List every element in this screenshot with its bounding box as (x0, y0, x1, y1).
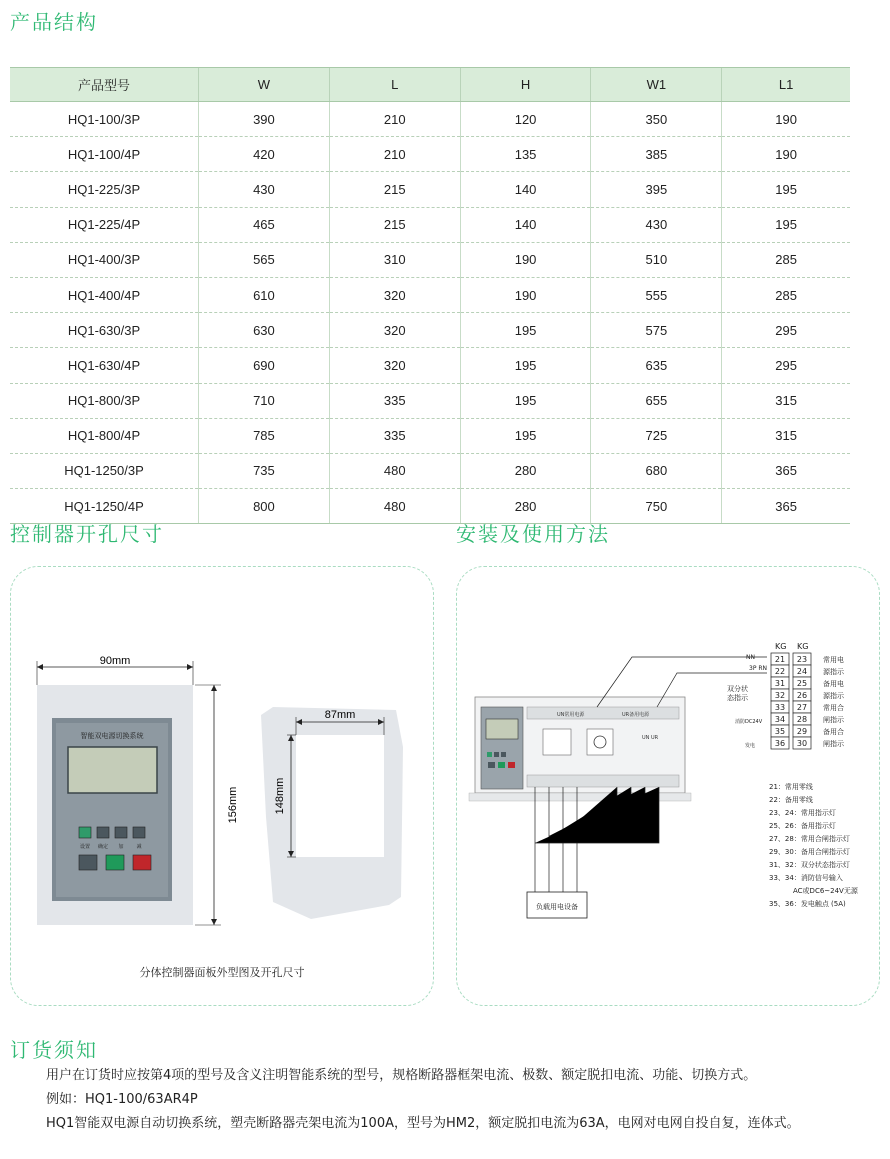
value-cell: 310 (329, 242, 460, 277)
value-cell: 395 (591, 172, 722, 207)
btn-label: 加 (118, 844, 124, 850)
btn-label: 减 (136, 844, 142, 850)
cutout-caption: 分体控制器面板外型图及开孔尺寸 (139, 966, 305, 979)
table-row (10, 453, 850, 488)
wiring-legend (769, 782, 859, 908)
terminal-number: 22 (774, 667, 786, 676)
left-label: 消防DC24V (735, 719, 763, 725)
left-label: 发电 (745, 743, 756, 749)
value-cell: 390 (199, 102, 330, 137)
spec-table (10, 67, 850, 524)
value-cell: 210 (329, 102, 460, 137)
btn-label: 确定 (97, 844, 109, 850)
terminal-number: 32 (774, 691, 786, 700)
value-cell: 385 (591, 137, 722, 172)
width-dim-label: 90mm (99, 655, 131, 667)
plus-button (115, 827, 127, 838)
hole-width-label: 87mm (324, 709, 356, 721)
terminal-number: 36 (774, 739, 786, 748)
table-row (10, 137, 850, 172)
value-cell: 480 (329, 489, 460, 524)
model-cell: HQ1-225/3P (10, 172, 199, 207)
table-row (10, 277, 850, 312)
legend-item: 21：常用零线 (769, 783, 813, 791)
section-title-cutout: 控制器开孔尺寸 (10, 522, 164, 546)
lcd-screen (68, 747, 157, 793)
model-cell: HQ1-100/3P (10, 102, 199, 137)
terminal-number: 26 (796, 691, 808, 700)
value-cell: 190 (460, 242, 591, 277)
value-cell: 655 (591, 383, 722, 418)
cutout-drawing (11, 567, 433, 1005)
model-cell: HQ1-800/3P (10, 383, 199, 418)
value-cell: 680 (591, 453, 722, 488)
terminal-function-label: 常用电 (823, 656, 844, 664)
terminal-number: 34 (774, 715, 786, 724)
value-cell: 315 (722, 383, 850, 418)
terminal-number: 29 (796, 727, 808, 736)
cutout-panel (10, 566, 434, 1006)
value-cell: 430 (591, 207, 722, 242)
value-cell: 190 (722, 102, 850, 137)
col-header: L (329, 68, 460, 102)
section-title-structure: 产品结构 (10, 10, 98, 34)
terminal-number: 27 (796, 703, 808, 712)
left-label: 双分状 (727, 685, 748, 693)
value-cell: 575 (591, 313, 722, 348)
value-cell: 420 (199, 137, 330, 172)
value-cell: 320 (329, 313, 460, 348)
value-cell: 210 (329, 137, 460, 172)
table-row (10, 418, 850, 453)
mode-button (79, 855, 97, 870)
terminal-function-label: 源指示 (823, 668, 844, 676)
value-cell: 295 (722, 348, 850, 383)
value-cell: 285 (722, 242, 850, 277)
legend-item: 33、34：消防信号输入 (769, 874, 843, 882)
terminal-number: 30 (796, 739, 808, 748)
value-cell: 635 (591, 348, 722, 383)
value-cell: 215 (329, 207, 460, 242)
value-cell: 710 (199, 383, 330, 418)
load-wires (535, 787, 659, 892)
table-row (10, 313, 850, 348)
unur-label: UN UR (642, 735, 659, 741)
set-button (79, 827, 91, 838)
un-label: UN常用电源 (557, 712, 585, 718)
model-cell: HQ1-400/4P (10, 277, 199, 312)
ur-label: UR备用电源 (622, 712, 650, 718)
section-title-install: 安装及使用方法 (456, 522, 610, 546)
nn-label: NN (746, 654, 755, 661)
value-cell: 800 (199, 489, 330, 524)
model-cell: HQ1-100/4P (10, 137, 199, 172)
legend-item: 23、24：常用指示灯 (769, 809, 836, 817)
value-cell: 195 (460, 313, 591, 348)
value-cell: 280 (460, 489, 591, 524)
model-cell: HQ1-400/3P (10, 242, 199, 277)
value-cell: 320 (329, 277, 460, 312)
value-cell: 190 (722, 137, 850, 172)
col-header: W (199, 68, 330, 102)
value-cell: 750 (591, 489, 722, 524)
value-cell: 480 (329, 453, 460, 488)
value-cell: 135 (460, 137, 591, 172)
value-cell: 320 (329, 348, 460, 383)
value-cell: 430 (199, 172, 330, 207)
value-cell: 610 (199, 277, 330, 312)
left-label: 态指示 (727, 694, 748, 702)
terminal-number: 35 (774, 727, 786, 736)
legend-item: AC或DC6~24V无源 (793, 887, 858, 895)
legend-item: 25、26：备用指示灯 (769, 822, 836, 830)
value-cell: 280 (460, 453, 591, 488)
value-cell: 120 (460, 102, 591, 137)
col-header: W1 (591, 68, 722, 102)
order-line-3: HQ1智能双电源自动切换系统，塑壳断路器壳架电流为100A，型号为HM2，额定脱扣电流为63A，电网对电网自投自复，连体式。 (46, 1116, 800, 1131)
close-button (106, 855, 124, 870)
value-cell: 195 (460, 383, 591, 418)
value-cell: 565 (199, 242, 330, 277)
value-cell: 285 (722, 277, 850, 312)
value-cell: 195 (722, 172, 850, 207)
value-cell: 195 (722, 207, 850, 242)
legend-item: 22：备用零线 (769, 796, 813, 804)
model-cell: HQ1-800/4P (10, 418, 199, 453)
value-cell: 195 (460, 348, 591, 383)
confirm-button (97, 827, 109, 838)
table-row (10, 172, 850, 207)
value-cell: 215 (329, 172, 460, 207)
col-header: L1 (722, 68, 850, 102)
table-row (10, 207, 850, 242)
open-button (133, 855, 151, 870)
btn-label: 设置 (79, 844, 91, 850)
terminal-function-label: 闸指示 (823, 740, 844, 748)
kg-header-left: KG (775, 642, 787, 651)
table-header-row (10, 68, 850, 102)
col-header: 产品型号 (10, 68, 199, 102)
terminal-number: 24 (796, 667, 808, 676)
value-cell: 555 (591, 277, 722, 312)
section-title-order: 订货须知 (10, 1038, 98, 1062)
table-row (10, 348, 850, 383)
device-name-label: 智能双电源切换系统 (80, 732, 144, 740)
value-cell: 195 (460, 418, 591, 453)
load-label: 负载用电设备 (536, 903, 578, 911)
terminal-function-label: 备用电 (823, 680, 844, 688)
table-row (10, 242, 850, 277)
value-cell: 465 (199, 207, 330, 242)
wiring-diagram (457, 567, 879, 1005)
model-cell: HQ1-1250/3P (10, 453, 199, 488)
kg-header-right: KG (797, 642, 809, 651)
legend-item: 31、32：双分状态指示灯 (769, 861, 850, 869)
terminal-number: 25 (796, 679, 808, 688)
legend-item: 35、36：发电触点 (5A) (769, 900, 846, 908)
legend-item: 27、28：常用合闸指示灯 (769, 835, 850, 843)
model-cell: HQ1-630/3P (10, 313, 199, 348)
value-cell: 190 (460, 277, 591, 312)
terminal-function-label: 常用合 (823, 704, 844, 712)
value-cell: 365 (722, 453, 850, 488)
terminal-number: 28 (796, 715, 808, 724)
value-cell: 295 (722, 313, 850, 348)
height-dim-label: 156mm (227, 786, 239, 824)
order-line-1: 用户在订货时应按第4项的型号及含义注明智能系统的型号，规格断路器框架电流、极数、额定脱扣电流、功能、切换方式。 (46, 1068, 757, 1083)
terminal-number: 33 (774, 703, 786, 712)
value-cell: 140 (460, 172, 591, 207)
terminal-function-label: 备用合 (823, 728, 844, 736)
value-cell: 315 (722, 418, 850, 453)
table-row (10, 383, 850, 418)
model-cell: HQ1-630/4P (10, 348, 199, 383)
value-cell: 510 (591, 242, 722, 277)
terminal-number: 23 (796, 655, 808, 664)
value-cell: 735 (199, 453, 330, 488)
terminal-number: 31 (774, 679, 786, 688)
module-lcd (486, 719, 518, 739)
terminal-number: 21 (774, 655, 786, 664)
minus-button (133, 827, 145, 838)
value-cell: 725 (591, 418, 722, 453)
value-cell: 140 (460, 207, 591, 242)
value-cell: 365 (722, 489, 850, 524)
value-cell: 630 (199, 313, 330, 348)
terminal-block (771, 653, 845, 749)
rn-label: 3P RN (749, 665, 767, 672)
order-notes (10, 1064, 872, 1136)
value-cell: 785 (199, 418, 330, 453)
model-cell: HQ1-1250/4P (10, 489, 199, 524)
terminal-function-label: 源指示 (823, 692, 844, 700)
value-cell: 335 (329, 383, 460, 418)
install-panel (456, 566, 880, 1006)
terminal-function-label: 闸指示 (823, 716, 844, 724)
order-line-2: 例如：HQ1-100/63AR4P (46, 1092, 198, 1107)
value-cell: 335 (329, 418, 460, 453)
value-cell: 690 (199, 348, 330, 383)
table-row (10, 102, 850, 137)
value-cell: 350 (591, 102, 722, 137)
cutout-hole (296, 735, 384, 857)
legend-item: 29、30：备用合闸指示灯 (769, 848, 850, 856)
col-header: H (460, 68, 591, 102)
model-cell: HQ1-225/4P (10, 207, 199, 242)
hole-height-label: 148mm (274, 777, 286, 815)
